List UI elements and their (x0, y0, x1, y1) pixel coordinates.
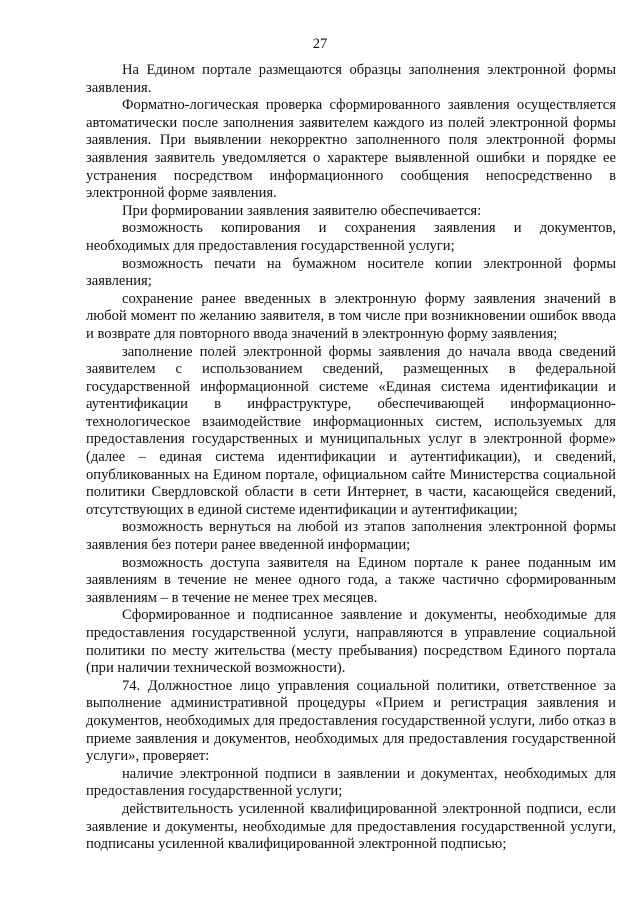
paragraph-format-check: Форматно-логическая проверка сформированного заявления осуществляется автоматически после заполнения заявителем каждого из полей электронной формы заявления. При выявлении некорректно заполненного поля электронной формы заявления заявитель уведомляется о характере выявленной ошибки и порядке ее устранения посредством информационного сообщения непосредственно в электронной форме заявления. (86, 97, 616, 202)
paragraph-sample-forms: На Едином портале размещаются образцы заполнения электронной формы заявления. (86, 62, 616, 96)
paragraph-signature-validity: действительность усиленной квалифицированной электронной подписи, если заявление и документы, необходимые для предоставления государственной услуги, подписаны усиленной квалифицированной электронной подписью; (86, 800, 616, 853)
paragraph-submission: Сформированное и подписанное заявление и документы, необходимые для предоставления государственной услуги, направляются в управление социальной политики по месту жительства (месту пребывания) посредством Единого портала (при наличии технической возможности). (86, 607, 616, 677)
paragraph-provided-features-intro: При формировании заявления заявителю обеспечивается: (122, 202, 482, 219)
paragraph-access-history: возможность доступа заявителя на Едином портале к ранее поданным им заявлениям в течение не менее одного года, а также частично сформированным заявлениям – в течение не менее трех месяцев. (86, 554, 616, 606)
paragraph-signature-presence: наличие электронной подписи в заявлении и документах, необходимых для предоставления государственной услуги; (86, 765, 616, 800)
paragraph-print: возможность печати на бумажном носителе копии электронной формы заявления; (86, 255, 616, 290)
paragraph-copy-save: возможность копирования и сохранения заявления и документов, необходимых для предоставления государственной услуги; (86, 220, 616, 254)
paragraph-74-official-checks: 74. Должностное лицо управления социальной политики, ответственное за выполнение административной процедуры «Прием и регистрация заявления и документов, необходимых для предоставления государственной услуги, либо отказ в приеме заявления и документов, необходимых для предоставления государственной услуги», проверяет: (86, 677, 616, 765)
page-number: 27 (312, 36, 328, 52)
paragraph-autofill: заполнение полей электронной формы заявления до начала ввода сведений заявителем с использованием сведений, размещенных в федеральной государственной информационной системе «Единая система идентификации и аутентификации в инфраструктуре, обеспечивающей информационно-технологическое взаимодействие информационных систем, используемых для предоставления государственных и муниципальных услуг в электронной форме» (далее – единая система идентификации и аутентификации), и сведений, опубликованных на Едином портале, официальном сайте Министерства социальной политики Свердловской области в сети Интернет, в части, касающейся сведений, отсутствующих в единой системе идентификации и аутентификации; (86, 343, 616, 518)
paragraph-return-to-step: возможность вернуться на любой из этапов заполнения электронной формы заявления без потери ранее введенной информации; (86, 519, 616, 554)
paragraph-save-values: сохранение ранее введенных в электронную форму заявления значений в любой момент по желанию заявителя, в том числе при возникновении ошибок ввода и возврате для повторного ввода значений в электронную форму заявления; (86, 290, 616, 342)
document-body (86, 62, 616, 854)
